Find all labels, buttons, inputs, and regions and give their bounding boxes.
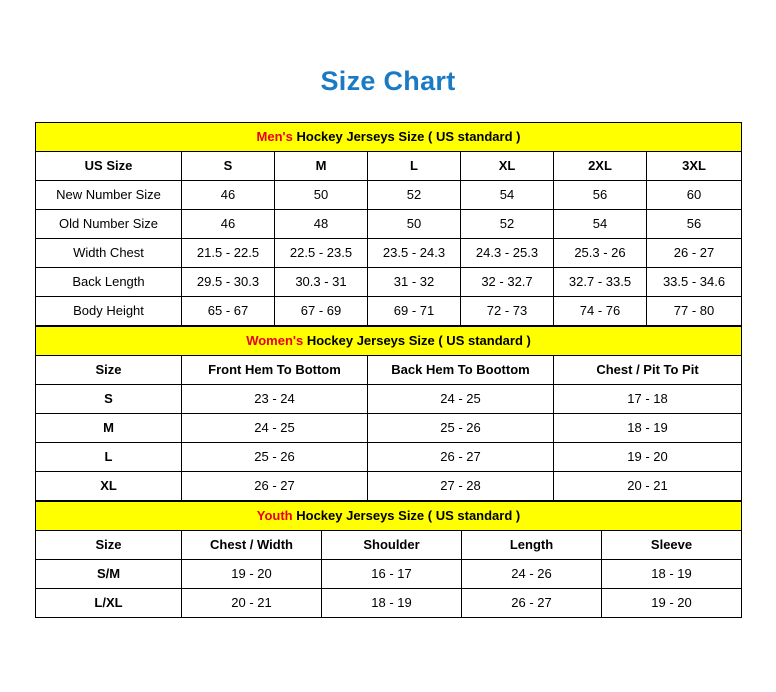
mens-r4-c0: Body Height [36, 297, 182, 326]
mens-r0-c1: 46 [182, 181, 275, 210]
mens-r3-c3: 31 - 32 [368, 268, 461, 297]
youth-r1-c4: 19 - 20 [602, 589, 742, 618]
mens-r3-c6: 33.5 - 34.6 [647, 268, 742, 297]
mens-section-header-accent: Men's [256, 129, 293, 145]
womens-r1-c0: M [36, 414, 182, 443]
mens-size-table [35, 122, 742, 326]
mens-r1-c5: 54 [554, 210, 647, 239]
mens-r2-c5: 25.3 - 26 [554, 239, 647, 268]
youth-r1-c2: 18 - 19 [322, 589, 462, 618]
womens-section-header-rest: Hockey Jerseys Size ( US standard ) [303, 333, 531, 349]
mens-r1-c2: 48 [275, 210, 368, 239]
mens-r4-c2: 67 - 69 [275, 297, 368, 326]
table-row [36, 181, 742, 210]
womens-col-2: Back Hem To Boottom [368, 356, 554, 385]
mens-r4-c5: 74 - 76 [554, 297, 647, 326]
mens-col-6: 3XL [647, 152, 742, 181]
mens-section-header-rest: Hockey Jerseys Size ( US standard ) [292, 129, 521, 145]
womens-section-header [36, 327, 742, 356]
womens-r1-c2: 25 - 26 [368, 414, 554, 443]
size-chart-tables [35, 122, 741, 618]
youth-section-header-row [36, 502, 742, 531]
womens-r3-c0: XL [36, 472, 182, 501]
mens-col-5: 2XL [554, 152, 647, 181]
womens-r0-c1: 23 - 24 [182, 385, 368, 414]
womens-r1-c1: 24 - 25 [182, 414, 368, 443]
youth-r0-c2: 16 - 17 [322, 560, 462, 589]
mens-r3-c4: 32 - 32.7 [461, 268, 554, 297]
mens-r0-c4: 54 [461, 181, 554, 210]
womens-col-3: Chest / Pit To Pit [554, 356, 742, 385]
womens-col-0: Size [36, 356, 182, 385]
mens-r0-c6: 60 [647, 181, 742, 210]
womens-section-header-accent: Women's [246, 333, 304, 349]
youth-column-header-row [36, 531, 742, 560]
womens-r2-c3: 19 - 20 [554, 443, 742, 472]
youth-r1-c3: 26 - 27 [462, 589, 602, 618]
mens-r3-c1: 29.5 - 30.3 [182, 268, 275, 297]
table-row [36, 472, 742, 501]
mens-col-0: US Size [36, 152, 182, 181]
table-row [36, 385, 742, 414]
mens-column-header-row [36, 152, 742, 181]
mens-col-4: XL [461, 152, 554, 181]
table-row [36, 560, 742, 589]
table-row [36, 239, 742, 268]
mens-r0-c3: 52 [368, 181, 461, 210]
youth-col-4: Sleeve [602, 531, 742, 560]
womens-r1-c3: 18 - 19 [554, 414, 742, 443]
table-row [36, 589, 742, 618]
mens-r2-c4: 24.3 - 25.3 [461, 239, 554, 268]
youth-r0-c1: 19 - 20 [182, 560, 322, 589]
womens-column-header-row [36, 356, 742, 385]
mens-section-header-row [36, 123, 742, 152]
mens-r2-c0: Width Chest [36, 239, 182, 268]
mens-r1-c6: 56 [647, 210, 742, 239]
womens-r0-c3: 17 - 18 [554, 385, 742, 414]
mens-r3-c0: Back Length [36, 268, 182, 297]
womens-col-1: Front Hem To Bottom [182, 356, 368, 385]
mens-r1-c4: 52 [461, 210, 554, 239]
womens-size-table [35, 326, 742, 501]
table-row [36, 414, 742, 443]
table-row [36, 297, 742, 326]
youth-r1-c1: 20 - 21 [182, 589, 322, 618]
youth-r0-c3: 24 - 26 [462, 560, 602, 589]
mens-r2-c1: 21.5 - 22.5 [182, 239, 275, 268]
mens-r4-c3: 69 - 71 [368, 297, 461, 326]
table-row [36, 210, 742, 239]
mens-r1-c1: 46 [182, 210, 275, 239]
mens-r0-c5: 56 [554, 181, 647, 210]
youth-section-header-accent: Youth [256, 508, 293, 524]
mens-r3-c5: 32.7 - 33.5 [554, 268, 647, 297]
youth-col-1: Chest / Width [182, 531, 322, 560]
youth-r1-c0: L/XL [36, 589, 182, 618]
youth-size-table [35, 501, 742, 618]
mens-r0-c0: New Number Size [36, 181, 182, 210]
womens-section-header-row [36, 327, 742, 356]
youth-col-0: Size [36, 531, 182, 560]
youth-r0-c0: S/M [36, 560, 182, 589]
mens-r2-c6: 26 - 27 [647, 239, 742, 268]
womens-r3-c3: 20 - 21 [554, 472, 742, 501]
table-row [36, 443, 742, 472]
table-row [36, 268, 742, 297]
youth-r0-c4: 18 - 19 [602, 560, 742, 589]
womens-r2-c1: 25 - 26 [182, 443, 368, 472]
womens-r3-c1: 26 - 27 [182, 472, 368, 501]
mens-section-header [36, 123, 742, 152]
mens-r2-c2: 22.5 - 23.5 [275, 239, 368, 268]
mens-r4-c4: 72 - 73 [461, 297, 554, 326]
mens-r0-c2: 50 [275, 181, 368, 210]
mens-col-1: S [182, 152, 275, 181]
youth-section-header-rest: Hockey Jerseys Size ( US standard ) [292, 508, 521, 524]
mens-r4-c6: 77 - 80 [647, 297, 742, 326]
youth-col-3: Length [462, 531, 602, 560]
womens-r2-c0: L [36, 443, 182, 472]
mens-r2-c3: 23.5 - 24.3 [368, 239, 461, 268]
womens-r3-c2: 27 - 28 [368, 472, 554, 501]
mens-col-3: L [368, 152, 461, 181]
womens-r0-c0: S [36, 385, 182, 414]
womens-r2-c2: 26 - 27 [368, 443, 554, 472]
mens-r1-c3: 50 [368, 210, 461, 239]
womens-r0-c2: 24 - 25 [368, 385, 554, 414]
page-title: Size Chart [320, 66, 456, 96]
mens-r4-c1: 65 - 67 [182, 297, 275, 326]
youth-section-header [36, 502, 742, 531]
mens-col-2: M [275, 152, 368, 181]
mens-r1-c0: Old Number Size [36, 210, 182, 239]
mens-r3-c2: 30.3 - 31 [275, 268, 368, 297]
youth-col-2: Shoulder [322, 531, 462, 560]
